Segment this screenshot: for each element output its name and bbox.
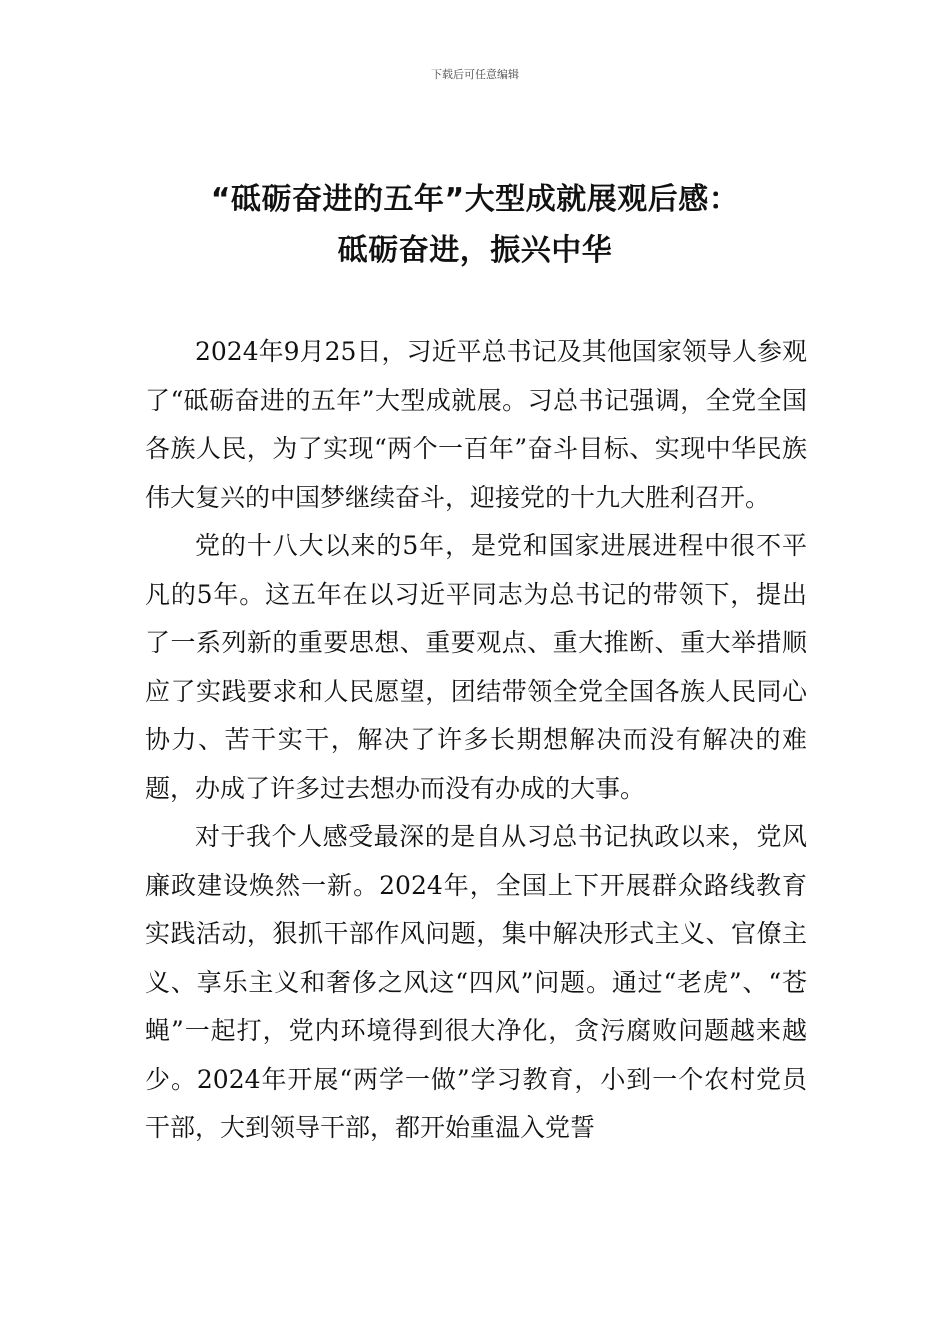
paragraph-2: 党的十八大以来的5年，是党和国家进展进程中很不平凡的5年。这五年在以习近平同志为总书记的带领下，提出了一系列新的重要思想、重要观点、重大推断、重大举措顺应了实践要求和人民愿望，团结带领全党全国各族人民同心协力、苦干实干，解决了许多长期想解决而没有解决的难题，办成了许多过去想办而没有办成的大事。 <box>145 531 807 803</box>
title-line-2: 砥砺奋进，振兴中华 <box>337 233 613 268</box>
paragraph-3: 对于我个人感受最深的是自从习总书记执政以来，党风廉政建设焕然一新。2024年，全国上下开展群众路线教育实践活动，狠抓干部作风问题，集中解决形式主义、官僚主义、享乐主义和奢侈之风这“四风”问题。通过“老虎”、“苍蝇”一起打，党内环境得到很大净化，贪污腐败问题越来越少。2024年开展“两学一做”学习教育，小到一个农村党员干部，大到领导干部，都开始重温入党誓 <box>145 822 807 1142</box>
header-note: 下载后可任意编辑 <box>431 68 519 81</box>
title-line-1: “砥砺奋进的五年”大型成就展观后感： <box>210 182 740 217</box>
document-title <box>100 174 850 276</box>
paragraph-1: 2024年9月25日，习近平总书记及其他国家领导人参观了“砥砺奋进的五年”大型成就展。习总书记强调，全党全国各族人民，为了实现“两个一百年”奋斗目标、实现中华民族伟大复兴的中国梦继续奋斗，迎接党的十九大胜利召开。 <box>145 337 807 512</box>
document-body <box>145 328 807 1153</box>
